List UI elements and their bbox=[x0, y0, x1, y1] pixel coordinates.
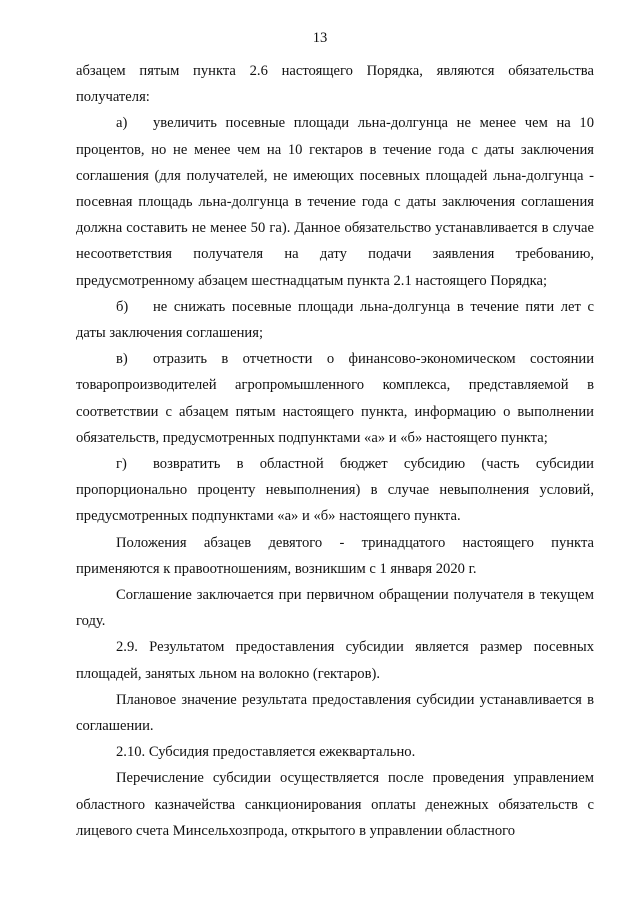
list-item-text: возвратить в областной бюджет субсидию (часть субсидии пропорционально проценту невыполнения) в случае невыполнения условий, предусмотренных подпунктами «а» и «б» настоящего пункта. bbox=[76, 456, 594, 525]
paragraph: Перечисление субсидии осуществляется после проведения управлением областного казначейства санкционирования оплаты денежных обязательств с лицевого счета Минсельхозпрода, открытого в управлении областного bbox=[76, 770, 594, 839]
list-item-text: не снижать посевные площади льна-долгунца в течение пяти лет с даты заключения соглашения; bbox=[76, 298, 594, 342]
page-number: 13 bbox=[312, 30, 328, 46]
paragraph-section-2-9: 2.9. Результатом предоставления субсидии является размер посевных площадей, занятых льном на волокно (гектаров). bbox=[76, 639, 594, 682]
list-marker: б) bbox=[116, 298, 129, 315]
list-marker: в) bbox=[116, 351, 128, 368]
paragraph: Плановое значение результата предоставления субсидии устанавливается в соглашении. bbox=[76, 691, 594, 735]
list-marker: а) bbox=[116, 115, 128, 132]
document-body bbox=[76, 58, 594, 844]
list-item-b bbox=[76, 294, 594, 346]
list-item-v bbox=[76, 346, 594, 451]
list-marker: г) bbox=[116, 456, 127, 473]
list-item-a bbox=[76, 110, 594, 293]
list-item-text: увеличить посевные площади льна-долгунца не менее чем на 10 процентов, но не менее чем на 10 гектаров в течение года с даты заключения соглашения (для получателей, не имеющих посевных площадей льна-долгунца - посевная площадь льна-долгунца в течение года с даты заключения соглашения должна составить не менее 50 га). Данное обязательство устанавливается в случае несоответствия получателя на дату подачи заявления требованию, предусмотренному абзацем шестнадцатым пункта 2.1 настоящего Порядка; bbox=[76, 115, 594, 289]
list-item-g bbox=[76, 451, 594, 530]
paragraph-section-2-10: 2.10. Субсидия предоставляется ежеквартально. bbox=[116, 744, 416, 761]
paragraph: Положения абзацев девятого - тринадцатого настоящего пункта применяются к правоотношениям, возникшим с 1 января 2020 г. bbox=[76, 534, 594, 577]
paragraph-intro: абзацем пятым пункта 2.6 настоящего Порядка, являются обязательства получателя: bbox=[76, 63, 594, 106]
paragraph: Соглашение заключается при первичном обращении получателя в текущем году. bbox=[76, 587, 594, 630]
list-item-text: отразить в отчетности о финансово-экономическом состоянии товаропроизводителей агропромышленного комплекса, представляемой в соответствии с абзацем пятым настоящего пункта, информацию о выполнении обязательств, предусмотренных подпунктами «а» и «б» настоящего пункта; bbox=[76, 351, 594, 446]
